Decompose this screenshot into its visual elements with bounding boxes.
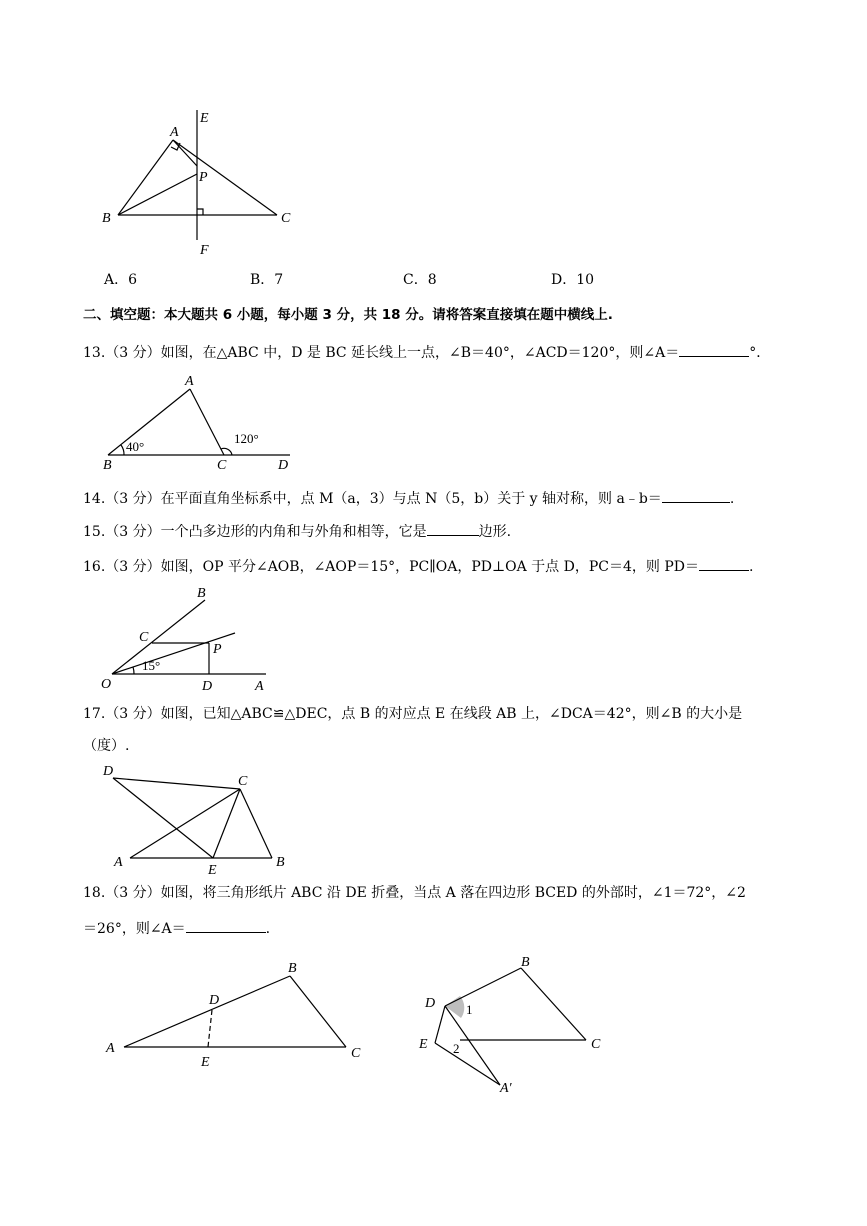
choice-b: B．7	[250, 272, 284, 288]
choice-d: D．10	[551, 272, 595, 288]
fig12-label-f: F	[200, 243, 209, 258]
fig17-label-c: C	[238, 774, 248, 789]
q13-text: 13.（3 分）如图，在△ABC 中，D 是 BC 延长线上一点，∠B＝40°，∠ACD＝120°，则∠A＝	[83, 345, 680, 361]
fig17-label-d: D	[103, 764, 114, 779]
fig18b-angle-1: 1	[466, 1002, 473, 1017]
q18-tail: .	[265, 921, 271, 937]
fig13-label-b: B	[103, 458, 112, 473]
fig16-angle: 15°	[142, 658, 161, 673]
fig13-angle-b: 40°	[126, 439, 145, 454]
fig16-label-b: B	[197, 586, 206, 601]
fig13-label-d: D	[278, 458, 289, 473]
fig18b-label-c: C	[591, 1037, 601, 1052]
fig18b-label-e: E	[419, 1037, 428, 1052]
q16-text: 16.（3 分）如图，OP 平分∠AOB，∠AOP＝15°，PC∥OA，PD⊥OA 于点 D，PC＝4，则 PD＝	[83, 559, 699, 575]
fig18a-label-e: E	[201, 1055, 210, 1070]
q16-tail: .	[748, 559, 754, 575]
fig16-label-p: P	[213, 642, 222, 657]
fig17-label-e: E	[208, 863, 217, 878]
question-17-line-1: 17.（3 分）如图，已知△ABC≌△DEC，点 B 的对应点 E 在线段 AB 上，∠DCA＝42°，则∠B 的大小是	[83, 706, 743, 722]
fig18b-label-a-prime: A′	[500, 1081, 512, 1096]
fig18b-label-b: B	[521, 955, 530, 970]
section-header: 二、填空题：本大题共 6 小题，每小题 3 分，共 18 分。请将答案直接填在题中横线上.	[83, 307, 613, 323]
fig12-label-e: E	[200, 111, 209, 126]
q15-tail: 边形.	[478, 524, 512, 540]
fig13-angle-c: 120°	[234, 431, 259, 446]
fig18b-angle-2: 2	[453, 1041, 460, 1056]
q18-line-2-text: ＝26°，则∠A＝	[83, 921, 186, 937]
q14-text: 14.（3 分）在平面直角坐标系中，点 M（a，3）与点 N（5，b）关于 y 轴对称，则 a﹣b＝	[83, 491, 662, 507]
fig16-label-d: D	[202, 679, 213, 694]
choice-a: A．6	[104, 272, 138, 288]
fig12-label-p: P	[199, 170, 208, 185]
fig18a-label-b: B	[288, 961, 297, 976]
fig18a-label-a: A	[106, 1041, 115, 1056]
q15-text: 15.（3 分）一个凸多边形的内角和与外角和相等，它是	[83, 524, 427, 540]
fig13-label-a: A	[185, 374, 194, 389]
choice-c: C．8	[403, 272, 437, 288]
question-18-line-1: 18.（3 分）如图，将三角形纸片 ABC 沿 DE 折叠，当点 A 落在四边形 BCED 的外部时，∠1＝72°，∠2	[83, 885, 746, 901]
fig12-label-b: B	[102, 211, 111, 226]
fig16-label-a: A	[255, 679, 264, 694]
question-17-line-2: （度）.	[83, 738, 130, 754]
fig18a-label-d: D	[209, 993, 220, 1008]
fig16-label-o: O	[101, 677, 112, 692]
fig12-label-c: C	[281, 211, 291, 226]
fig13-label-c: C	[217, 458, 227, 473]
fig18b-label-d: D	[425, 996, 436, 1011]
fig16-label-c: C	[139, 630, 149, 645]
fig18a-label-c: C	[351, 1046, 361, 1061]
q14-tail: .	[729, 491, 735, 507]
fig17-label-a: A	[114, 855, 123, 870]
fig12-label-a: A	[170, 125, 179, 140]
q13-tail: °．	[749, 345, 771, 361]
fig17-label-b: B	[276, 855, 285, 870]
